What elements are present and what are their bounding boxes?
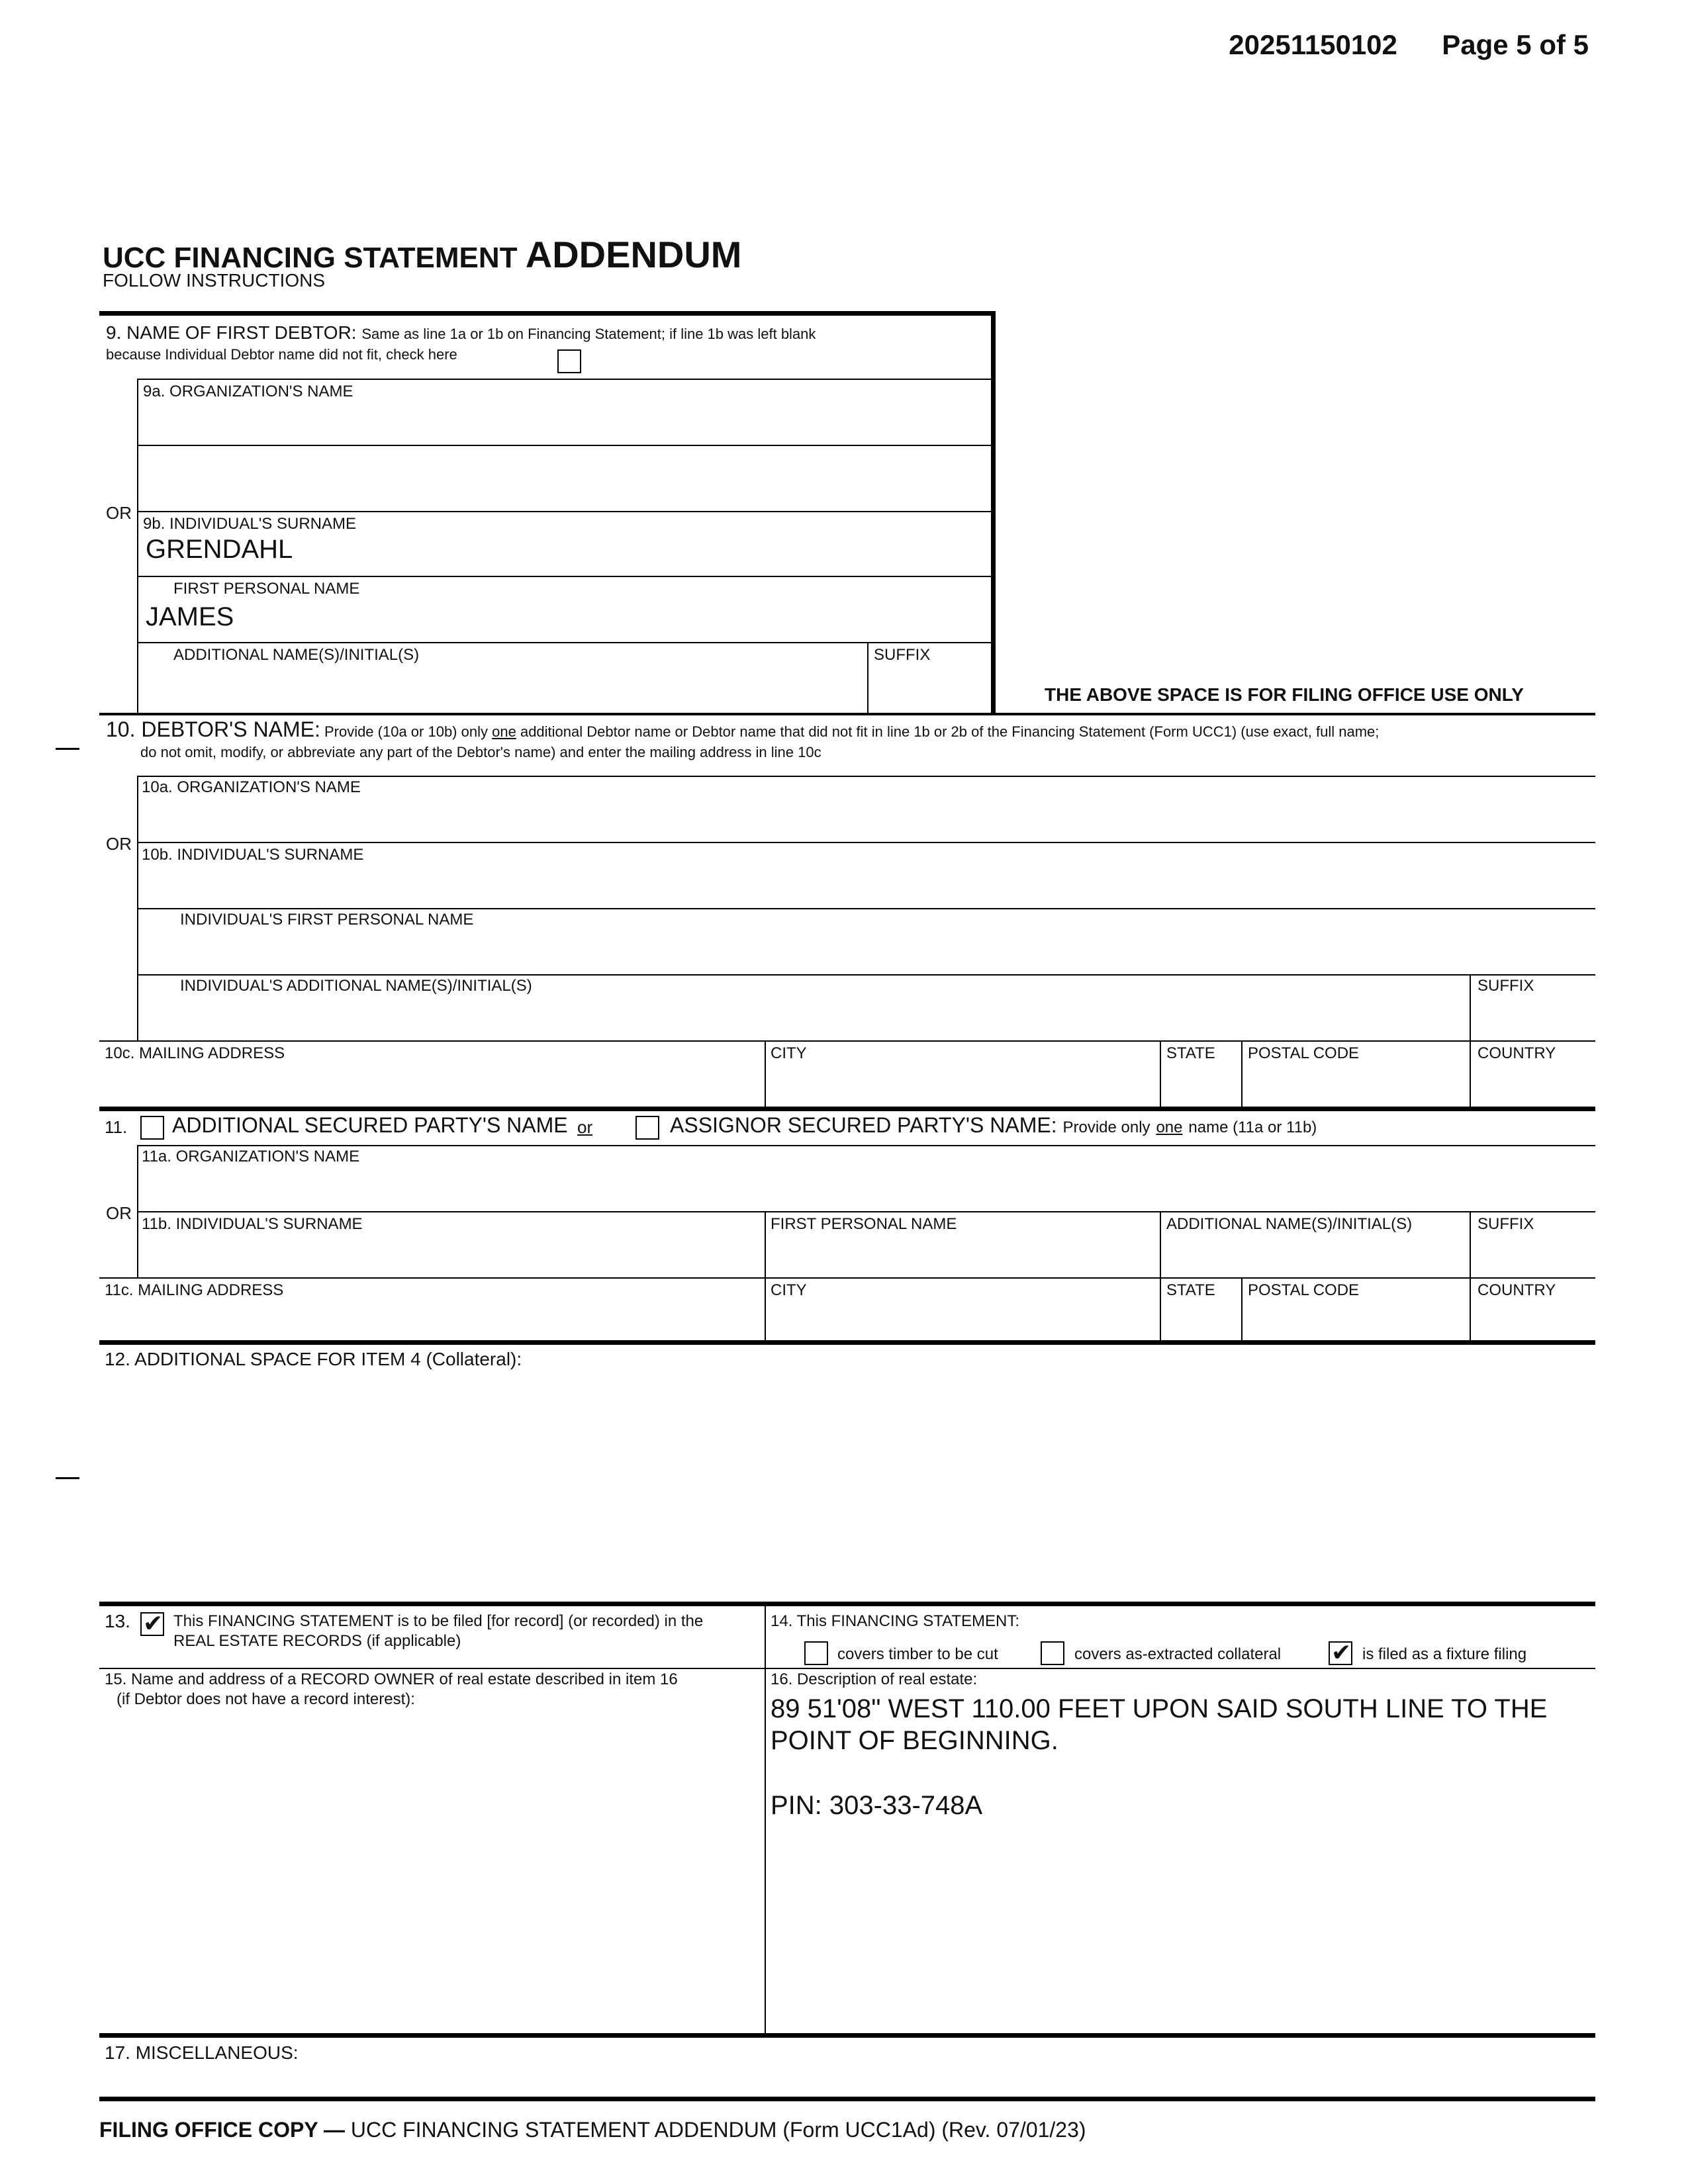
item10-state-label: STATE <box>1166 1044 1215 1062</box>
item9b-label: 9b. INDIVIDUAL'S SURNAME <box>143 515 356 533</box>
item14-timber-checkbox[interactable] <box>804 1641 828 1665</box>
form-title: UCC FINANCING STATEMENT ADDENDUM <box>103 234 742 275</box>
item10-or: OR <box>106 834 132 854</box>
item14-extracted-label: covers as-extracted collateral <box>1074 1645 1282 1663</box>
item11-first-divider <box>765 1211 766 1277</box>
item11-postal-divider <box>1241 1277 1243 1343</box>
item11-num: 11. <box>105 1117 128 1137</box>
item12-top-rule <box>99 1340 1595 1345</box>
page-number: Page 5 of 5 <box>1442 29 1589 60</box>
follow-instructions: FOLLOW INSTRUCTIONS <box>103 270 326 291</box>
item9a-label: 9a. ORGANIZATION'S NAME <box>143 383 353 400</box>
item10-rule-c <box>137 908 1595 909</box>
item9-rule-e <box>137 642 992 643</box>
item14-fixture-checkbox[interactable] <box>1329 1641 1352 1665</box>
item10-label: 10. DEBTOR'S NAME: Provide (10a or 10b) only one additional Debtor name or Debtor name that did not fit in line 1b or 2b of the Financing Statement (Form UCC1) (use exact, full name; <box>106 717 1380 741</box>
item10c-label: 10c. MAILING ADDRESS <box>105 1044 285 1062</box>
item10-suffix-label: SUFFIX <box>1477 977 1534 995</box>
filing-number: 20251150102 <box>1229 29 1397 60</box>
form-title-big: ADDENDUM <box>525 234 742 275</box>
item13-checkbox[interactable] <box>140 1612 164 1636</box>
item10a-label: 10a. ORGANIZATION'S NAME <box>142 778 361 796</box>
item10-city-label: CITY <box>771 1044 807 1062</box>
item11-city-divider <box>765 1277 766 1343</box>
item10b-label: 10b. INDIVIDUAL'S SURNAME <box>142 846 364 864</box>
item11-or-label: OR <box>106 1203 132 1223</box>
item11-rule-a <box>137 1145 1595 1146</box>
item14-extracted-checkbox[interactable] <box>1041 1641 1064 1665</box>
item10-rule-b <box>137 842 1595 843</box>
item10-rule-a <box>137 776 1595 777</box>
item17-top-rule <box>99 2033 1595 2038</box>
item11-city-label: CITY <box>771 1281 807 1299</box>
item11-additional-label: ADDITIONAL SECURED PARTY'S NAME <box>172 1113 568 1137</box>
item9-rule-d <box>137 576 992 577</box>
item14-label: 14. This FINANCING STATEMENT: <box>771 1612 1020 1630</box>
item11-country-label: COUNTRY <box>1477 1281 1556 1299</box>
item10-state-divider <box>1160 1040 1161 1107</box>
item13-text1: This FINANCING STATEMENT is to be filed [for record] (or recorded) in the <box>173 1612 704 1630</box>
item11-rule-c <box>99 1277 1595 1279</box>
item16-label: 16. Description of real estate: <box>771 1670 978 1688</box>
item15-label1: 15. Name and address of a RECORD OWNER of real estate described in item 16 <box>105 1670 678 1688</box>
item9-rule-c <box>137 511 992 512</box>
item9-checkbox[interactable] <box>557 349 581 373</box>
margin-mark-2 <box>56 1477 79 1479</box>
item13-top-rule <box>99 1602 1595 1606</box>
page-header <box>1229 29 1589 61</box>
item11-state-divider <box>1160 1277 1161 1343</box>
item9-left-rule <box>137 379 138 713</box>
item9-first-value[interactable]: JAMES <box>146 602 234 631</box>
item16-line2[interactable]: POINT OF BEGINNING. <box>771 1726 1058 1755</box>
item16-line1[interactable]: 89 51'08" WEST 110.00 FEET UPON SAID SOUTH LINE TO THE <box>771 1694 1548 1723</box>
item10-rule-e <box>99 1040 1595 1042</box>
item11a-label: 11a. ORGANIZATION'S NAME <box>142 1148 360 1165</box>
item11-additional-names-label: ADDITIONAL NAME(S)/INITIAL(S) <box>1166 1215 1413 1233</box>
item9b-value[interactable]: GRENDAHL <box>146 535 293 564</box>
item11-assignor-label: ASSIGNOR SECURED PARTY'S NAME: Provide only one name (11a or 11b) <box>670 1113 1317 1137</box>
item9-suffix-label: SUFFIX <box>874 646 931 664</box>
footer-text: FILING OFFICE COPY — UCC FINANCING STATEMENT ADDENDUM (Form UCC1Ad) (Rev. 07/01/23) <box>99 2118 1086 2142</box>
item10-first-label: INDIVIDUAL'S FIRST PERSONAL NAME <box>180 911 474 929</box>
item9-or: OR <box>106 503 132 523</box>
footer-rule <box>99 2097 1595 2101</box>
item10-top-rule <box>99 713 1595 715</box>
filing-office-note: THE ABOVE SPACE IS FOR FILING OFFICE USE ONLY <box>1045 684 1524 705</box>
item11-postal-label: POSTAL CODE <box>1248 1281 1360 1299</box>
margin-mark-1 <box>56 748 79 750</box>
item11-assignor-checkbox[interactable] <box>635 1116 659 1140</box>
item9-suffix-divider <box>867 642 868 713</box>
item15-label2: (if Debtor does not have a record interest): <box>117 1690 415 1708</box>
item11-additional-divider <box>1160 1211 1161 1277</box>
item9-top-rule <box>99 311 996 316</box>
item13-14-divider <box>765 1602 766 2035</box>
item9-label: 9. NAME OF FIRST DEBTOR: Same as line 1a or 1b on Financing Statement; if line 1b was left blank <box>106 322 816 343</box>
item12-label: 12. ADDITIONAL SPACE FOR ITEM 4 (Collateral): <box>105 1349 522 1369</box>
item14-timber-label: covers timber to be cut <box>837 1645 998 1663</box>
item9-rule-b <box>137 445 992 446</box>
item10-postal-label: POSTAL CODE <box>1248 1044 1360 1062</box>
item15-top-rule <box>99 1668 1595 1669</box>
item10-city-divider <box>765 1040 766 1107</box>
item9-additional-label: ADDITIONAL NAME(S)/INITIAL(S) <box>173 646 420 664</box>
item10-country-label: COUNTRY <box>1477 1044 1556 1062</box>
item13-num: 13. <box>105 1611 130 1631</box>
item16-line3[interactable]: PIN: 303-33-748A <box>771 1791 983 1820</box>
item10-label-line2: do not omit, modify, or abbreviate any part of the Debtor's name) and enter the mailing address in line 10c <box>140 744 821 760</box>
item11-additional-checkbox[interactable] <box>140 1116 164 1140</box>
item9-label-line2: because Individual Debtor name did not fit, check here <box>106 346 457 363</box>
item11c-label: 11c. MAILING ADDRESS <box>105 1281 284 1299</box>
item10-rule-d <box>137 974 1595 976</box>
item11-or: or <box>577 1117 593 1137</box>
item11-first-label: FIRST PERSONAL NAME <box>771 1215 957 1233</box>
item11-state-label: STATE <box>1166 1281 1215 1299</box>
item10-postal-divider <box>1241 1040 1243 1107</box>
item9-first-label: FIRST PERSONAL NAME <box>173 580 360 598</box>
item11b-label: 11b. INDIVIDUAL'S SURNAME <box>142 1215 363 1233</box>
item9-rule-a <box>137 379 992 380</box>
item17-label: 17. MISCELLANEOUS: <box>105 2042 299 2063</box>
item11-rule-b <box>137 1211 1595 1212</box>
item10-additional-label: INDIVIDUAL'S ADDITIONAL NAME(S)/INITIAL(S) <box>180 977 532 995</box>
item11-top-rule <box>99 1107 1595 1111</box>
item14-fixture-label: is filed as a fixture filing <box>1362 1645 1527 1663</box>
item11-suffix-label: SUFFIX <box>1477 1215 1534 1233</box>
item13-text2: REAL ESTATE RECORDS (if applicable) <box>173 1632 461 1650</box>
